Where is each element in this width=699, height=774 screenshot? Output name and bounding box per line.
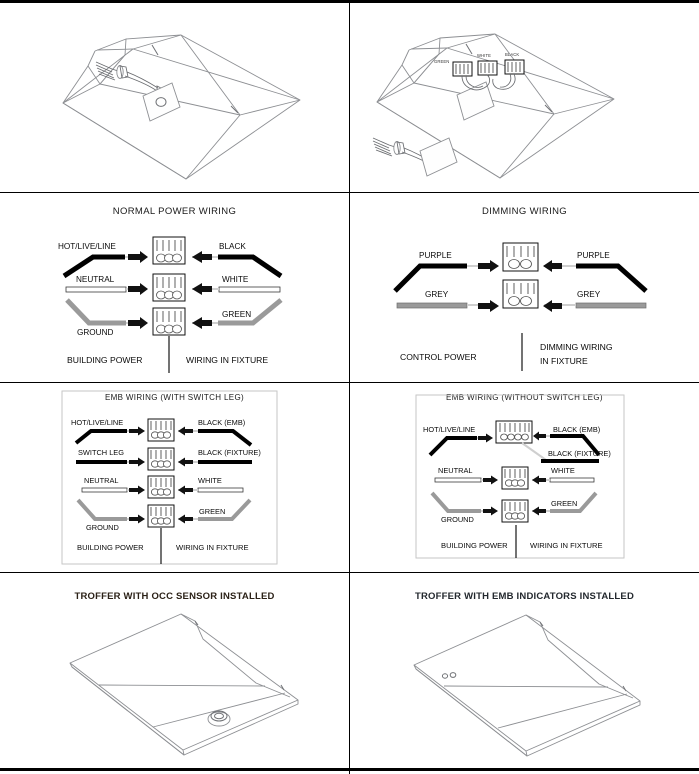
footer-dimming-line1: DIMMING WIRING — [540, 342, 613, 352]
connector-2 — [153, 274, 185, 301]
emb-with-switch-leg-title: EMB WIRING (WITH SWITCH LEG) — [104, 393, 245, 402]
panel-troffer-with-harness — [0, 3, 350, 193]
panel-grid — [0, 3, 699, 768]
wire-label-white: WHITE — [198, 476, 222, 485]
panel-normal-power-wiring — [0, 193, 350, 383]
wire-label-ground: GROUND — [86, 523, 119, 532]
wire-label-black-fixture: BLACK (FIXTURE) — [198, 448, 261, 457]
connector-1 — [503, 243, 538, 271]
wire-label-white: WHITE — [222, 275, 249, 284]
emb-indicators-illustration — [350, 573, 699, 774]
emb-with-switch-leg-diagram — [0, 383, 350, 573]
wire-label-grey-left: GREY — [425, 290, 449, 299]
footer-control-power: CONTROL POWER — [400, 352, 477, 362]
connector-white — [478, 61, 497, 75]
panel-dimming-wiring — [350, 193, 699, 383]
junction-plate — [143, 83, 180, 121]
footer-wiring-in-fixture: WIRING IN FIXTURE — [176, 543, 249, 552]
wire-label-white: WHITE — [551, 466, 575, 475]
wire-label-black-emb: BLACK (EMB) — [198, 418, 246, 427]
quick-connectors — [453, 60, 524, 90]
connector-label-black: BLACK — [505, 52, 520, 57]
wire-label-ground: GROUND — [441, 515, 474, 524]
connector-4 — [148, 505, 174, 527]
footer-wiring-in-fixture: WIRING IN FIXTURE — [186, 355, 269, 365]
troffer-body — [414, 615, 640, 756]
occupancy-sensor — [208, 711, 230, 726]
panel-troffer-with-connectors — [350, 3, 699, 193]
panel-troffer-emb-indicators — [350, 573, 699, 774]
troffer-harness-illustration — [0, 3, 350, 193]
wire-label-green: GREEN — [551, 499, 578, 508]
wire-switch-leg — [76, 460, 127, 464]
footer-building-power: BUILDING POWER — [77, 543, 144, 552]
footer-wiring-in-fixture: WIRING IN FIXTURE — [530, 541, 603, 550]
troffer-body — [63, 35, 300, 179]
dimming-diagram — [350, 193, 699, 383]
connector-label-green: GREEN — [434, 59, 450, 64]
connector-1 — [148, 419, 174, 441]
panel-emb-with-switch-leg — [0, 383, 350, 573]
connector-3 — [148, 476, 174, 498]
wire-label-neutral: NEUTRAL — [76, 275, 115, 284]
loose-harness-assembly — [373, 138, 457, 176]
emb-indicators-title: TROFFER WITH EMB INDICATORS INSTALLED — [414, 591, 635, 602]
occ-sensor-illustration — [0, 573, 350, 774]
wire-label-grey-right: GREY — [577, 290, 601, 299]
wire-label-black: BLACK — [219, 242, 246, 251]
wire-label-hot: HOT/LIVE/LINE — [58, 242, 116, 251]
normal-power-title: NORMAL POWER WIRING — [112, 206, 237, 217]
wire-grey-right — [576, 303, 646, 308]
connector-label-white: WHITE — [477, 53, 491, 58]
panel-troffer-occ-sensor — [0, 573, 350, 774]
connector-1 — [153, 237, 185, 264]
wire-black-fixture — [198, 460, 252, 464]
emb-indicator-lights — [442, 673, 455, 679]
emb-without-switch-leg-diagram — [350, 383, 699, 573]
normal-power-diagram — [0, 193, 350, 383]
dimming-title: DIMMING WIRING — [481, 206, 568, 217]
connector-2 — [502, 467, 528, 489]
footer-building-power: BUILDING POWER — [67, 355, 143, 365]
troffer-body — [70, 614, 298, 755]
connector-3 — [153, 308, 185, 335]
connector-black — [505, 60, 524, 74]
footer-building-power: BUILDING POWER — [441, 541, 508, 550]
wire-label-neutral: NEUTRAL — [438, 466, 473, 475]
wire-label-hot: HOT/LIVE/LINE — [423, 425, 476, 434]
wire-label-switch-leg: SWITCH LEG — [78, 448, 124, 457]
connector-1-wide — [496, 421, 532, 443]
wire-label-ground: GROUND — [77, 328, 114, 337]
wire-grey-left — [397, 303, 467, 308]
connector-green — [453, 62, 472, 76]
connector-3 — [502, 500, 528, 522]
wire-label-green: GREEN — [222, 310, 252, 319]
footer-dimming-line2: IN FIXTURE — [540, 356, 588, 366]
troffer-connectors-illustration — [350, 3, 699, 193]
panel-emb-without-switch-leg — [350, 383, 699, 573]
occ-sensor-title: TROFFER WITH OCC SENSOR INSTALLED — [74, 591, 275, 602]
wire-label-hot: HOT/LIVE/LINE — [71, 418, 124, 427]
wire-label-black-emb: BLACK (EMB) — [553, 425, 601, 434]
wire-label-black-fixture: BLACK (FIXTURE) — [548, 449, 611, 458]
emb-without-switch-leg-title: EMB WIRING (WITHOUT SWITCH LEG) — [446, 393, 603, 402]
wire-label-purple-right: PURPLE — [577, 251, 610, 260]
wire-label-green: GREEN — [199, 507, 226, 516]
connector-2 — [148, 448, 174, 470]
wire-label-neutral: NEUTRAL — [84, 476, 119, 485]
connector-2 — [503, 280, 538, 308]
wire-label-purple-left: PURPLE — [419, 251, 452, 260]
